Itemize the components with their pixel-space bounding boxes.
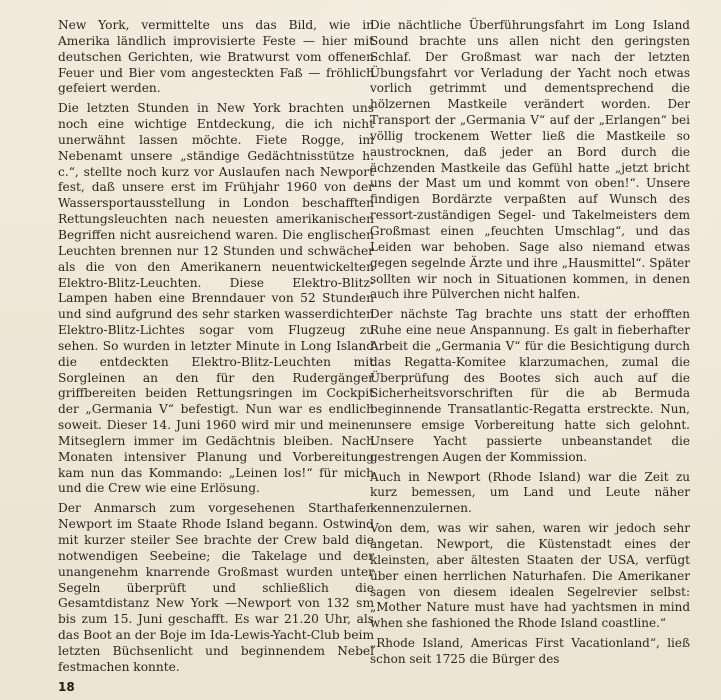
paragraph: Der nächste Tag brachte uns statt der erhofften Ruhe eine neue Anspannung. Es galt in fieberhafter Arbeit die „Germania V“ für die Besichtigung durch das Regatta-Komitee klarzumachen, zumal die Überprüfung des Bootes sich auch auf die Sicherheitsvorschriften für die ab Bermuda beginnende Transatlantic-Regatta erstreckte. Nun, unsere emsige Vorbereitung hatte sich gelohnt. Unsere Yacht passierte unbeanstandet die gestrengen Augen der Kommission. <box>370 307 690 464</box>
paragraph: Die letzten Stunden in New York brachten uns noch eine wichtige Entdeckung, die ich nicht unerwähnt lassen möchte. Fiete Rogge, im Nebenamt unsere „ständige Gedächtnisstütze h. c.“, stellte noch kurz vor Auslaufen nach Newport fest, daß unsere erst im Frühjahr 1960 von der Wassersportausstellung in London beschafften Rettungsleuchten nach neuesten amerikanischen Begriffen nicht ausreichend waren. Die englischen Leuchten brennen nur 12 Stunden und schwächer als die von den Amerikanern neuentwickelten Elektro-Blitz-Leuchten. Diese Elektro-Blitz-Lampen haben eine Brenndauer von 52 Stunden und sind aufgrund des sehr starken wasserdichten Elektro-Blitz-Lichtes sogar vom Flugzeug zu sehen. So wurden in letzter Minute in Long Island die entdeckten Elektro-Blitz-Leuchten mit Sorgleinen an den für den Rudergänger griffbereiten beiden Rettungsringen im Cockpit der „Germania V“ befestigt. Nun war es endlich soweit. Dieser 14. Juni 1960 wird mir und meinen Mitseglern immer im Gedächtnis bleiben. Nach Monaten intensiver Planung und Vorbereitung kam nun das Kommando: „Leinen los!“ für mich und die Crew wie eine Erlösung. <box>58 101 374 496</box>
right-text-column <box>370 18 690 672</box>
paragraph: Die nächtliche Überführungsfahrt im Long Island Sound brachte uns allen nicht den geringsten Schlaf. Der Großmast war nach der letzten Übungsfahrt vor Verladung der Yacht noch etwas vorlich getrimmt und dementsprechend die hölzernen Mastkeile verändert worden. Der Transport der „Germania V“ auf der „Erlangen“ bei völlig trockenem Wetter ließ die Mastkeile so austrocknen, daß jeder an Bord durch die ächzenden Mastkeile das Gefühl hatte „jetzt bricht uns der Mast um und kommt von oben!“. Unsere findigen Bordärzte verpaßten auf Wunsch des ressort-zuständigen Segel- und Takelmeisters dem Großmast einen „feuchten Umschlag“, und das Leiden war behoben. Sage also niemand etwas gegen segelnde Ärzte und ihre „Hausmittel“. Später sollten wir noch in Situationen kommen, in denen auch ihre Pülverchen nicht halfen. <box>370 18 690 302</box>
paragraph: Von dem, was wir sahen, waren wir jedoch sehr angetan. Newport, die Küstenstadt eines der kleinsten, aber ältesten Staaten der USA, verfügt über einen herrlichen Naturhafen. Die Amerikaner sagen von diesem idealen Segelrevier selbst: „Mother Nature must have had yachtsmen in mind when she fashioned the Rhode Island coastline.“ <box>370 521 690 631</box>
paragraph: „Rhode Island, Americas First Vacationland“, ließ schon seit 1725 die Bürger des <box>370 636 690 666</box>
page-number: 18 <box>58 680 75 694</box>
paragraph: Auch in Newport (Rhode Island) war die Zeit zu kurz bemessen, um Land und Leute näher kennenzulernen. <box>370 469 690 516</box>
paragraph: New York, vermittelte uns das Bild, wie in Amerika ländlich improvisierte Feste — hier mit deutschen Gerichten, wie Bratwurst vom offenen Feuer und Bier vom angesteckten Faß — fröhlich gefeiert werden. <box>58 18 374 96</box>
paragraph: Der Anmarsch zum vorgesehenen Starthafen Newport im Staate Rhode Island begann. Ostwind mit kurzer steiler See brachte der Crew bald die notwendigen Seebeine; die Takelage und der unangenehm knarrende Großmast wurden unter Segeln überprüft und schließlich die Gesamtdistanz New York —Newport von 132 sm bis zum 15. Juni geschafft. Es war 21.20 Uhr, als das Boot an der Boje im Ida-Lewis-Yacht-Club beim letzten Büchsenlicht und beginnendem Nebel festmachen konnte. <box>58 501 374 674</box>
left-text-column <box>58 18 374 680</box>
